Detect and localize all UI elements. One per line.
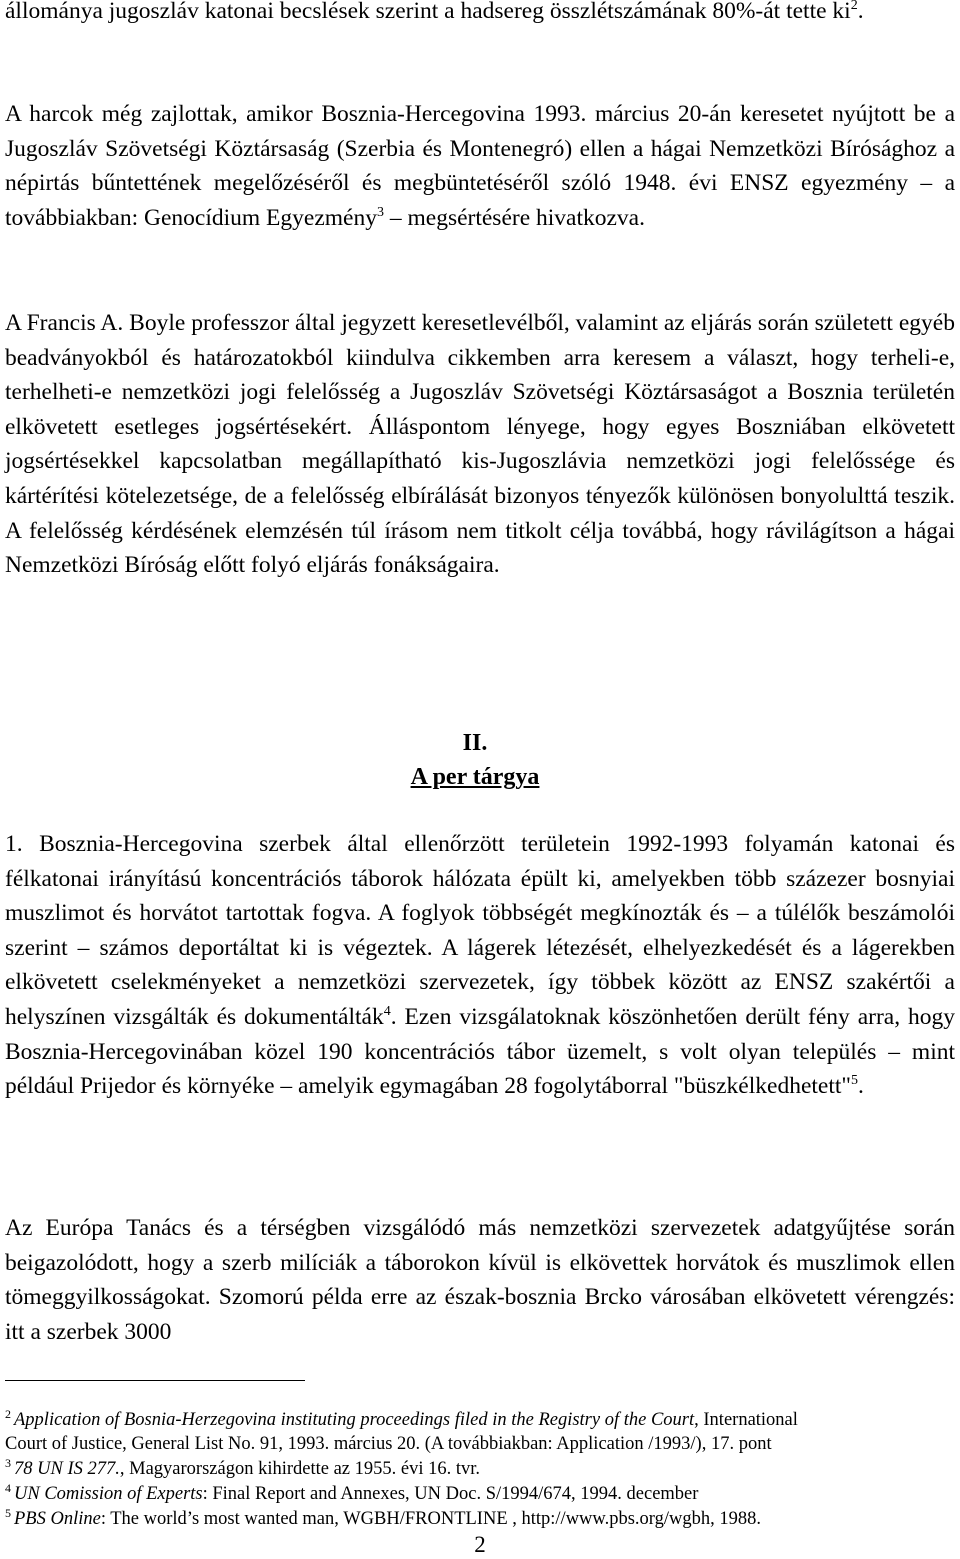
footnote-ref-4[interactable]: 4 — [383, 1004, 391, 1020]
paragraph-text-end: . — [857, 0, 864, 24]
footnote-text-line2: Court of Justice, General List No. 91, 1993. március 20. (A továbbiakban: Application /1993/), 17. pont — [5, 1434, 772, 1454]
paragraph-text: A harcok még zajlottak, amikor Bosznia-Hercegovina 1993. március 20-án keresetet nyújtott be a Jugoszláv Szövetségi Köztársaság (Szerbia és Montenegró) ellen a hágai Nemzetközi Bírósághoz a népirtás bűntettének megelőzéséről és megbüntetéséről szóló 1948. évi ENSZ egyezmény – a továbbiakban: Genocídium Egyezmény — [5, 101, 955, 231]
footnote-italic-title: UN Comission of Experts — [14, 1484, 203, 1504]
section-number: II. — [462, 730, 488, 756]
paragraph-text-end: – megsértésére hivatkozva. — [383, 204, 645, 231]
footnote-text: , Magyarországon kihirdette az 1955. évi 16. tvr. — [119, 1459, 481, 1479]
footnote-divider — [5, 1380, 305, 1381]
paragraph-text: állománya jugoszláv katonai becslések szerint a hadsereg összlétszámának 80%-át tette ki — [5, 0, 851, 24]
paragraph-camps — [5, 827, 955, 1104]
paragraph-text-end: . — [858, 1073, 864, 1100]
footnote-text: , International — [694, 1410, 798, 1430]
footnote-text: : The world’s most wanted man, WGBH/FRONTLINE , http://www.pbs.org/wgbh, 1988. — [100, 1509, 761, 1529]
footnote-number: 3 — [5, 1455, 11, 1470]
footnote-text: : Final Report and Annexes, UN Doc. S/1994/674, 1994. december — [202, 1484, 699, 1504]
footnote-5 — [5, 1507, 950, 1531]
page-number: 2 — [474, 1532, 486, 1557]
footnote-number: 4 — [5, 1480, 11, 1495]
paragraph-boyle — [5, 306, 955, 583]
footnote-number: 5 — [5, 1505, 11, 1520]
paragraph-text: Az Európa Tanács és a térségben vizsgálódó más nemzetközi szervezetek adatgyűjtése során beigazolódott, hogy a szerb milíciák a táborokon kívül is elkövettek horvátok és muszlimok ellen tömeggyilkosságokat. Szomorú példa erre az észak-bosznia Brcko városában elkövetett vérengzés: itt a szerbek 3000 — [5, 1215, 955, 1345]
paragraph-text-middle: . Ezen vizsgálatoknak köszönhetően derült fény arra, hogy Bosznia-Hercegovinában közel 190 koncentrációs tábor üzemelt, s volt olyan település – mint például Prijedor és környéke – amelyik egymagában 28 fogolytáborral "büszkélkedhetett" — [5, 1003, 955, 1100]
footnote-ref-3[interactable]: 3 — [376, 204, 384, 220]
footnote-italic-title: PBS Online — [14, 1509, 101, 1529]
footnote-italic-title: Application of Bosnia-Herzegovina instituting proceedings filed in the Registry of the Court — [14, 1410, 695, 1430]
footnote-ref-5[interactable]: 5 — [851, 1073, 858, 1089]
paragraph-continuation — [5, 0, 955, 29]
paragraph-text: 1. Bosznia-Hercegovina szerbek által ellenőrzött területein 1992-1993 folyamán katonai és félkatonai irányítású koncentrációs táborok hálózata épült ki, amelyekben több százezer bosnyiai muszlimot és horvátot tartottak fogva. A foglyok többségét megkínozták és – a túlélők beszámolói szerint – számos deportáltat ki is végeztek. A lágerek létezését, elhelyezkedését és a lágerekben elkövetett cselekményeket a nemzetközi szervezetek, így többek között az ENSZ szakértői a helyszínen vizsgálták és dokumentálták — [5, 831, 955, 1030]
footnote-ref-2[interactable]: 2 — [850, 0, 858, 14]
paragraph-text: A Francis A. Boyle professzor által jegyzett keresetlevélből, valamint az eljárás során született egyéb beadványokból és határozatokból kiindulva cikkemben arra keresem a választ, hogy terheli-e, terhelheti-e nemzetközi jogi felelősség a Jugoszláv Szövetségi Köztársaságot a Bosznia területén elkövetett esetleges jogsértésekért. Álláspontom lényege, hogy egyes Boszniában elkövetett jogsértésekkel kapcsolatban megállapítható kis-Jugoszlávia nemzetközi jogi felelőssége és kártérítési kötelezetsége, de a felelősség elbírálását bizonyos tényezők különösen bonyolulttá teszik. A felelősség kérdésének elemzésén túl írásom nem titkolt célja továbbá, hogy rávilágítson a hágai Nemzetközi Bíróság előtt folyó eljárás fonákságaira. — [5, 310, 955, 579]
footnote-italic-title: 78 UN IS 277. — [14, 1459, 120, 1479]
footnote-number: 2 — [5, 1406, 11, 1421]
paragraph-lawsuit — [5, 97, 955, 235]
paragraph-council-of-europe — [5, 1211, 955, 1349]
footnote-3 — [5, 1457, 950, 1481]
footnote-2 — [5, 1408, 950, 1456]
footnote-4 — [5, 1482, 950, 1506]
section-title: A per tárgya — [410, 764, 540, 790]
